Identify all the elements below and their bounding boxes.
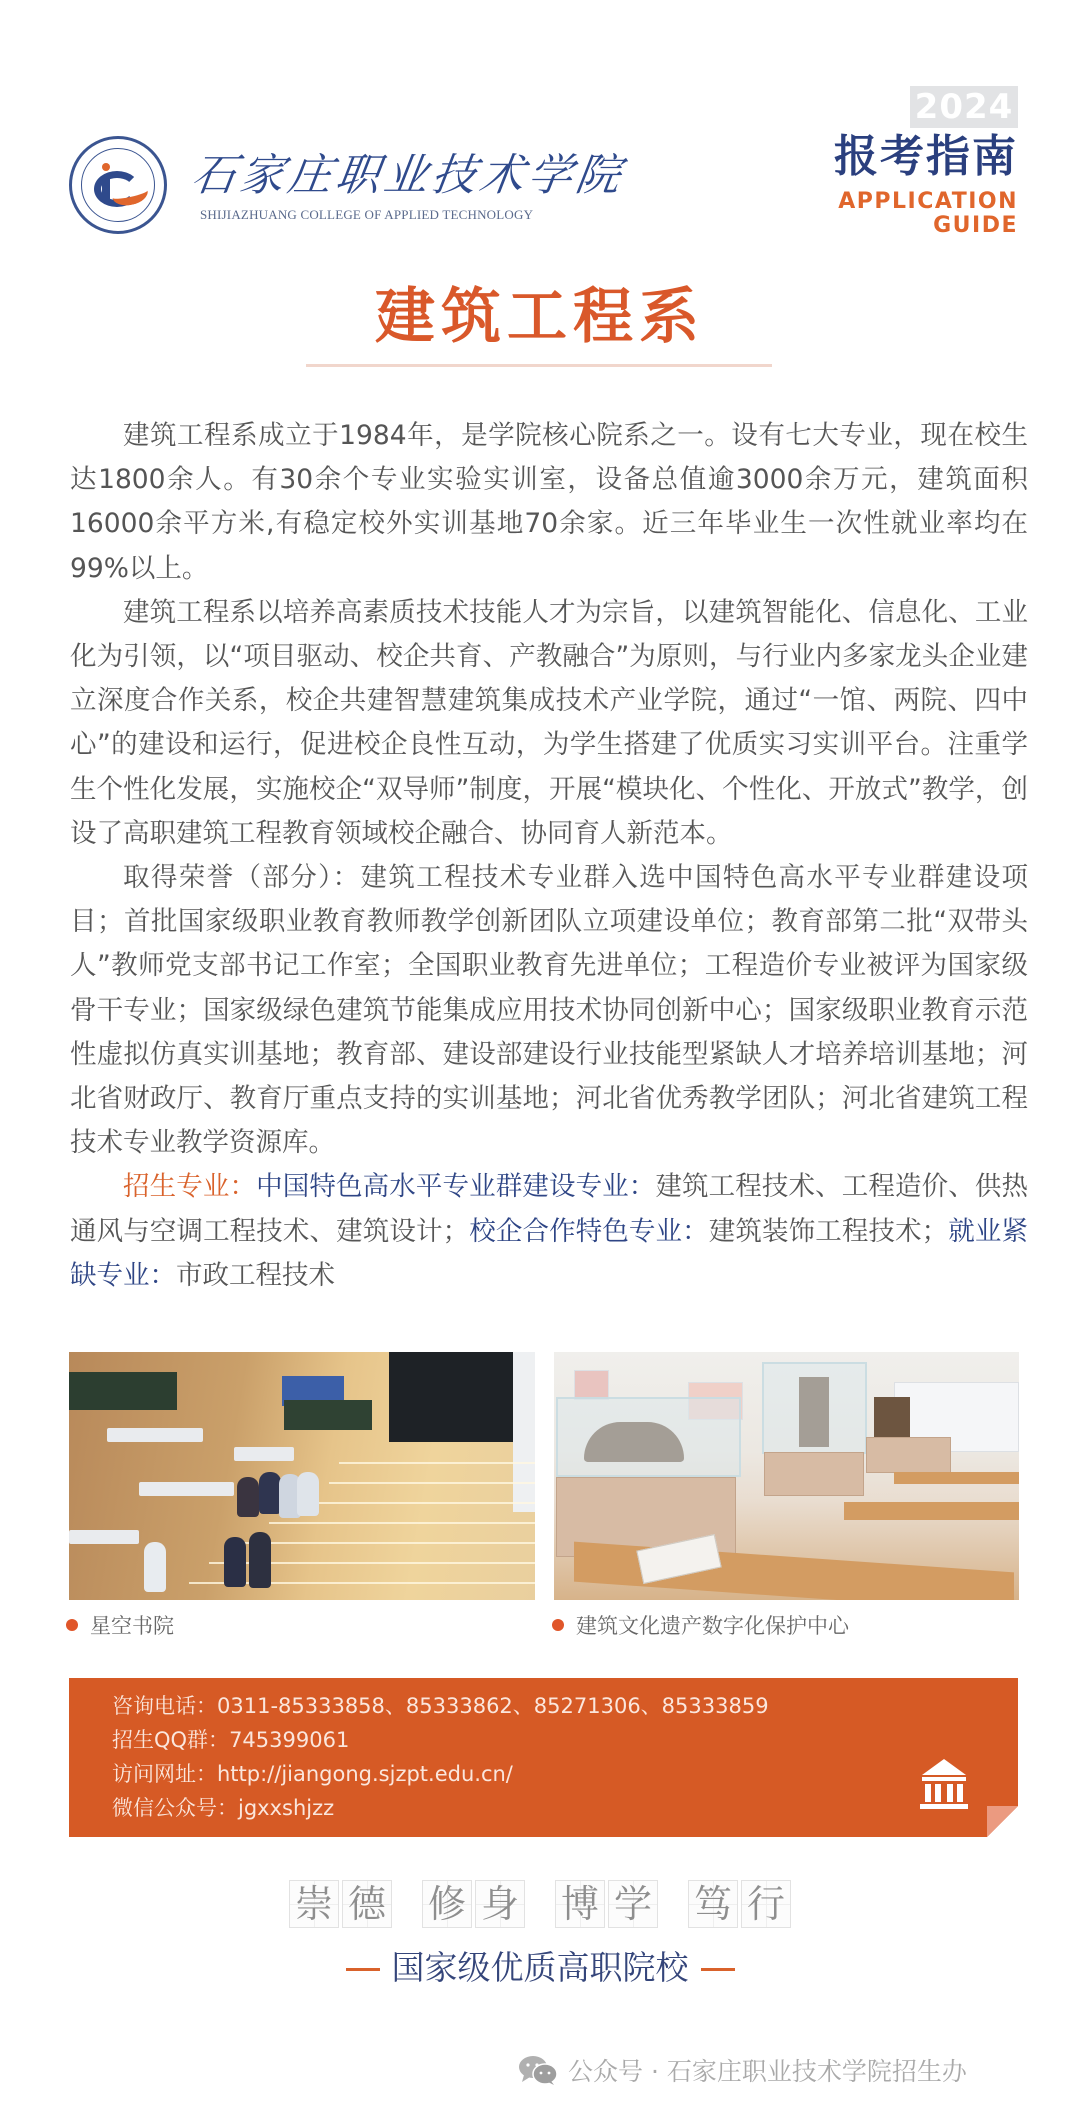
college-name-cn: 石家庄职业技术学院 — [188, 150, 628, 201]
dash-decoration — [346, 1968, 380, 1971]
photo-detail — [894, 1472, 1019, 1484]
photo-detail — [329, 1482, 535, 1484]
tagline — [0, 1944, 1080, 1992]
caption-text: 建筑文化遗产数字化保护中心 — [576, 1614, 849, 1638]
photo-heritage-center — [554, 1352, 1019, 1600]
url-label: 访问网址： — [112, 1762, 217, 1786]
college-motto — [0, 1880, 1080, 1928]
contact-qq — [112, 1723, 912, 1757]
qq-value: 745399061 — [229, 1728, 350, 1752]
motto-pair — [422, 1880, 525, 1928]
watermark-text: 公众号 · 石家庄职业技术学院招生办 — [568, 2057, 967, 2086]
guide-title-en-line1: APPLICATION — [838, 189, 1018, 214]
wechat-account-watermark — [518, 2052, 967, 2088]
folded-corner — [987, 1806, 1018, 1837]
bullet-dot-icon — [552, 1619, 564, 1631]
enrollment-paragraph — [70, 1165, 1028, 1298]
photo-detail — [69, 1530, 139, 1544]
photo-detail — [556, 1397, 741, 1477]
department-description — [70, 414, 1028, 1298]
enrollment-group-majors: 市政工程技术 — [176, 1259, 335, 1291]
photo-detail — [297, 1472, 319, 1516]
intro-paragraph: 建筑工程系成立于1984年，是学院核心院系之一。设有七大专业，现在校生达1800余人。有30余个专业实验实训室，设备总值逾3000余万元，建筑面积16000余平方米,有稳定校外实训基地70余家。近三年毕业生一次性就业率均在99%以上。 — [70, 420, 1028, 584]
guide-title-cn: 报考指南 — [834, 131, 1018, 182]
contact-wechat — [112, 1791, 912, 1825]
enrollment-group-majors: 建筑装饰工程技术； — [708, 1215, 949, 1247]
enrollment-group-name: 就业紧缺专业： — [70, 1215, 1029, 1291]
contact-info — [112, 1689, 912, 1825]
qq-label: 招生QQ群： — [112, 1728, 230, 1752]
photo-detail — [284, 1400, 372, 1430]
logo-i-dot — [102, 163, 110, 171]
enrollment-group-name: 中国特色高水平专业群建设专业： — [256, 1171, 656, 1203]
title-underline-divider — [306, 364, 772, 367]
motto-char: 身 — [475, 1880, 525, 1928]
guide-title-en-line2: GUIDE — [933, 213, 1018, 238]
contact-url — [112, 1757, 912, 1791]
photo-detail — [224, 1537, 246, 1587]
photo-caption — [552, 1610, 849, 1640]
bullet-dot-icon — [66, 1619, 78, 1631]
photo-detail — [513, 1352, 535, 1512]
photo-detail — [249, 1532, 271, 1588]
motto-char: 德 — [342, 1880, 392, 1928]
year-badge: 2024 — [910, 86, 1018, 128]
photo-detail — [107, 1428, 203, 1442]
photo-detail — [237, 1477, 259, 1517]
url-value: http://jiangong.sjzpt.edu.cn/ — [217, 1762, 513, 1786]
wechat-icon — [518, 2055, 558, 2085]
honors-paragraph: 取得荣誉（部分）：建筑工程技术专业群入选中国特色高水平专业群建设项目；首批国家级职业教育教师教学创新团队立项建设单位；教育部第二批“双带头人”教师党支部书记工作室；全国职业教育先进单位；工程造价专业被评为国家级骨干专业；国家级绿色建筑节能集成应用技术协同创新中心；国家级职业教育示范性虚拟仿真实训基地；教育部、建设部建设行业技能型紧缺人才培养培训基地；河北省财政厅、教育厅重点支持的实训基地；河北省优秀教学团队；河北省建筑工程技术专业教学资源库。 — [70, 862, 1028, 1159]
photo-detail — [269, 1522, 535, 1524]
photo-detail — [389, 1352, 519, 1442]
mission-paragraph: 建筑工程系以培养高素质技术技能人才为宗旨，以建筑智能化、信息化、工业化为引领，以“项目驱动、校企共育、产教融合”为原则，与行业内多家龙头企业建立深度合作关系，校企共建智慧建筑集成技术产业学院，通过“一馆、两院、四中心”的建设和运行，促进校企良性互动，为学生搭建了优质实习实训平台。注重学生个性化发展，实施校企“双导师”制度，开展“模块化、个性化、开放式”教学，创设了高职建筑工程教育领域校企融合、协同育人新范本。 — [70, 596, 1028, 849]
motto-char: 崇 — [289, 1880, 339, 1928]
photo-detail — [234, 1447, 294, 1461]
photo-detail — [764, 1452, 864, 1496]
photo-detail — [874, 1397, 910, 1437]
dash-decoration — [701, 1968, 735, 1971]
photo-detail — [866, 1437, 951, 1473]
motto-pair — [555, 1880, 658, 1928]
photo-starry-library — [69, 1352, 535, 1600]
enrollment-label: 招生专业： — [123, 1171, 257, 1203]
motto-char: 笃 — [688, 1880, 738, 1928]
photo-detail — [239, 1542, 535, 1544]
college-seal-logo — [69, 136, 167, 234]
photo-detail — [844, 1502, 1019, 1520]
caption-text: 星空书院 — [90, 1614, 174, 1638]
photo-detail — [299, 1502, 535, 1504]
phone-value: 0311-85333858、85333862、85271306、85333859 — [217, 1694, 769, 1718]
motto-char: 学 — [608, 1880, 658, 1928]
contact-phone — [112, 1689, 912, 1723]
phone-label: 咨询电话： — [112, 1694, 217, 1718]
building-icon — [916, 1755, 972, 1811]
motto-char: 修 — [422, 1880, 472, 1928]
motto-pair — [688, 1880, 791, 1928]
photo-detail — [762, 1362, 867, 1454]
department-title: 建筑工程系 — [375, 282, 705, 352]
photo-caption — [66, 1610, 174, 1640]
enrollment-group-majors: 建筑工程技术、工程造价、供热通风与空调工程技术、建筑设计； — [70, 1171, 1029, 1247]
college-name-en: SHIJIAZHUANG COLLEGE OF APPLIED TECHNOLOGY — [200, 207, 534, 222]
logo-i-mark — [102, 175, 110, 201]
photo-detail — [259, 1472, 281, 1514]
motto-char: 博 — [555, 1880, 605, 1928]
photo-detail — [574, 1370, 609, 1400]
motto-char: 行 — [741, 1880, 791, 1928]
photo-detail — [139, 1482, 234, 1496]
enrollment-group-name: 校企合作特色专业： — [469, 1215, 709, 1247]
tagline-text: 国家级优质高职院校 — [391, 1948, 689, 1987]
photo-detail — [69, 1372, 177, 1410]
wechat-label: 微信公众号： — [112, 1796, 238, 1820]
photo-detail — [144, 1542, 166, 1592]
photo-detail — [339, 1462, 535, 1464]
motto-pair — [289, 1880, 392, 1928]
wechat-value: jgxxshjzz — [238, 1796, 335, 1820]
